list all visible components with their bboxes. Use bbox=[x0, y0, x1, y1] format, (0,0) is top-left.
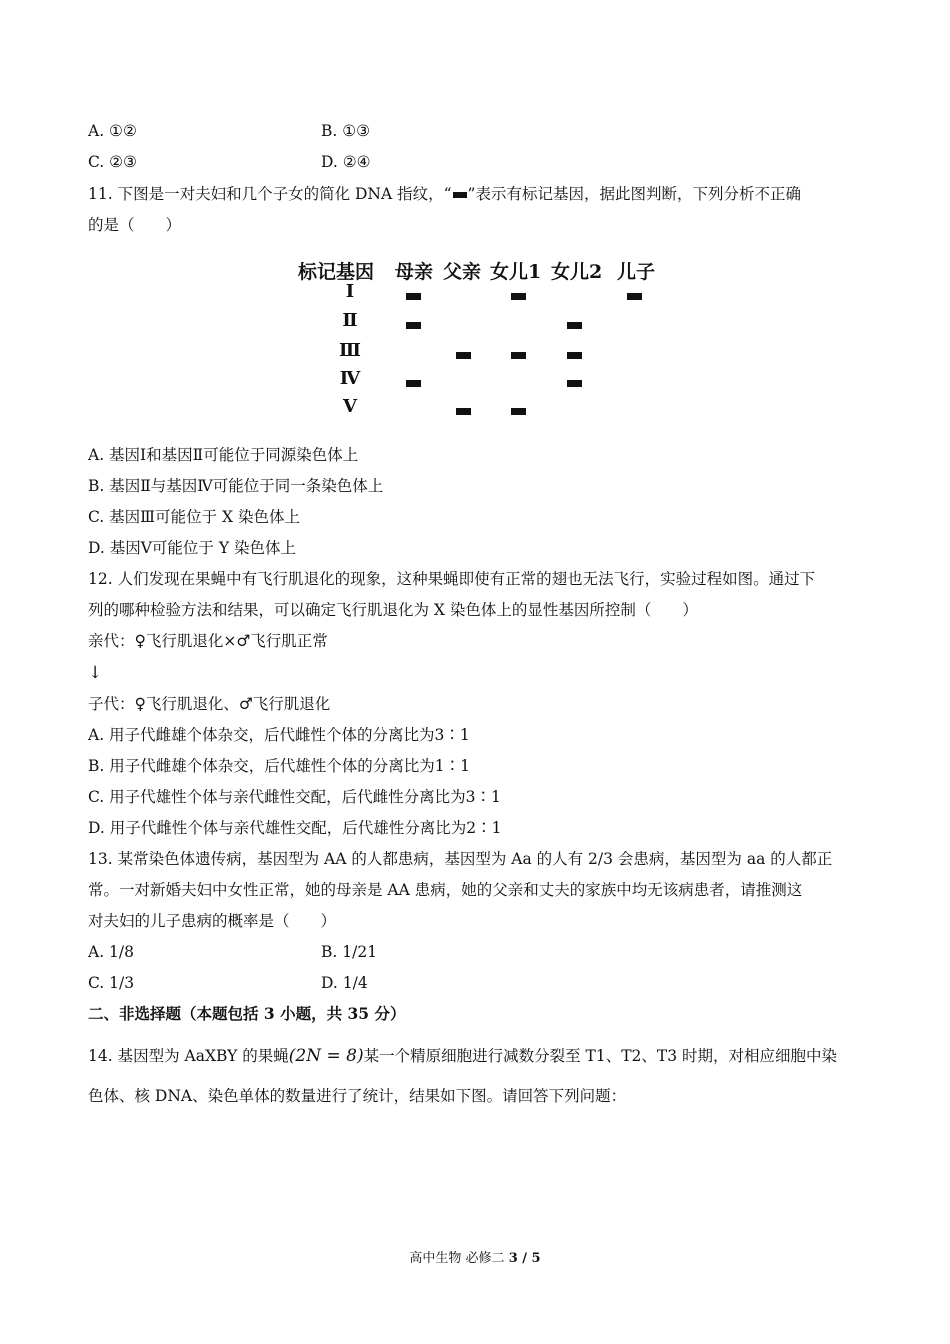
q13-stem-line3: 对夫妇的儿子患病的概率是（ ） bbox=[88, 912, 337, 930]
marker-band bbox=[406, 293, 421, 300]
marker-band bbox=[406, 380, 421, 387]
q12-option-b: B. 用子代雌雄个体杂交，后代雄性个体的分离比为1∶1 bbox=[88, 757, 470, 775]
q13-stem-line2: 常。一对新婚夫妇中女性正常，她的母亲是 AA 患病，她的父亲和丈夫的家族中均无该病患者，请推测这 bbox=[88, 881, 803, 899]
q11-option-a: A. 基因Ⅰ和基因Ⅱ可能位于同源染色体上 bbox=[88, 446, 359, 464]
q13-option-a: A. 1/8 bbox=[88, 943, 134, 961]
q12-option-d: D. 用子代雌性个体与亲代雄性交配，后代雄性分离比为2∶1 bbox=[88, 819, 502, 837]
q13-option-b: B. 1/21 bbox=[321, 943, 378, 961]
q11-option-b: B. 基因Ⅱ与基因Ⅳ可能位于同一条染色体上 bbox=[88, 477, 384, 495]
figure-row-label-2: Ⅲ bbox=[339, 340, 361, 361]
q12-option-c: C. 用子代雄性个体与亲代雌性交配，后代雌性分离比为3∶1 bbox=[88, 788, 501, 806]
q14-stem-line2: 色体、核 DNA、染色单体的数量进行了统计，结果如下图。请回答下列问题： bbox=[88, 1087, 627, 1105]
q14-formula: (2N = 8) bbox=[288, 1046, 364, 1066]
q13-stem-line1: 13. 某常染色体遗传病，基因型为 AA 的人都患病，基因型为 Aa 的人有 2/3 会患病，基因型为 aa 的人都正 bbox=[88, 850, 833, 868]
q12-stem-line2: 列的哪种检验方法和结果，可以确定飞行肌退化为 X 染色体上的显性基因所控制（ ） bbox=[88, 601, 698, 619]
q12-parents: 亲代：♀飞行肌退化×♂飞行肌正常 bbox=[88, 632, 328, 650]
figure-row-label-4: Ⅴ bbox=[343, 396, 357, 417]
q13-option-c: C. 1/3 bbox=[88, 974, 135, 992]
q11-stem-pre: 11. 下图是一对夫妇和几个子女的简化 DNA 指纹，“ bbox=[88, 185, 452, 203]
marker-band bbox=[511, 408, 526, 415]
q12-arrow: ↓ bbox=[88, 663, 103, 683]
marker-band bbox=[511, 352, 526, 359]
figure-header-2: 父亲 bbox=[443, 261, 482, 283]
q10-option-a: A. ①② bbox=[88, 122, 137, 140]
q11-stem-line1 bbox=[88, 184, 801, 204]
figure-header-3: 女儿1 bbox=[490, 261, 542, 283]
marker-legend-icon bbox=[453, 192, 467, 198]
marker-band bbox=[511, 293, 526, 300]
figure-header-5: 儿子 bbox=[617, 261, 656, 283]
q10-option-d: D. ②④ bbox=[321, 153, 371, 171]
page-number: 3 / 5 bbox=[508, 1251, 541, 1266]
marker-band bbox=[456, 352, 471, 359]
figure-header-1: 母亲 bbox=[395, 261, 434, 283]
q12-stem-line1: 12. 人们发现在果蝇中有飞行肌退化的现象，这种果蝇即使有正常的翅也无法飞行，实验过程如图。通过下 bbox=[88, 570, 816, 588]
marker-band bbox=[567, 322, 582, 329]
figure-header-4: 女儿2 bbox=[551, 261, 603, 283]
q14-stem-post: 某一个精原细胞进行减数分裂至 T1、T2、T3 时期，对相应细胞中染 bbox=[363, 1047, 838, 1065]
marker-band bbox=[567, 352, 582, 359]
section2-title: 二、非选择题（本题包括 3 小题，共 35 分） bbox=[88, 1004, 406, 1023]
q10-option-b: B. ①③ bbox=[321, 122, 371, 140]
footer-text: 高中生物 必修二 bbox=[409, 1251, 509, 1266]
q14-stem-pre: 14. 基因型为 AaXBY 的果蝇 bbox=[88, 1047, 289, 1065]
q11-option-d: D. 基因Ⅴ可能位于 Y 染色体上 bbox=[88, 539, 297, 557]
q13-option-d: D. 1/4 bbox=[321, 974, 368, 992]
figure-row-label-0: Ⅰ bbox=[345, 281, 355, 302]
marker-band bbox=[456, 408, 471, 415]
figure-header-0: 标记基因 bbox=[298, 261, 375, 283]
marker-band bbox=[406, 322, 421, 329]
q11-stem-post: ”表示有标记基因，据此图判断，下列分析不正确 bbox=[467, 185, 801, 203]
q11-option-c: C. 基因Ⅲ可能位于 X 染色体上 bbox=[88, 508, 300, 526]
dna-fingerprint-figure bbox=[295, 255, 675, 430]
q10-option-c: C. ②③ bbox=[88, 153, 137, 171]
marker-band bbox=[567, 380, 582, 387]
q11-stem-line2: 的是（ ） bbox=[88, 216, 182, 234]
figure-row-label-3: Ⅳ bbox=[339, 368, 361, 389]
page-footer bbox=[0, 1247, 950, 1266]
marker-band bbox=[627, 293, 642, 300]
q12-offspring: 子代：♀飞行肌退化、♂飞行肌退化 bbox=[88, 695, 331, 713]
q12-option-a: A. 用子代雌雄个体杂交，后代雌性个体的分离比为3∶1 bbox=[88, 726, 470, 744]
q14-stem-line1 bbox=[88, 1046, 837, 1066]
figure-row-label-1: Ⅱ bbox=[342, 310, 358, 331]
